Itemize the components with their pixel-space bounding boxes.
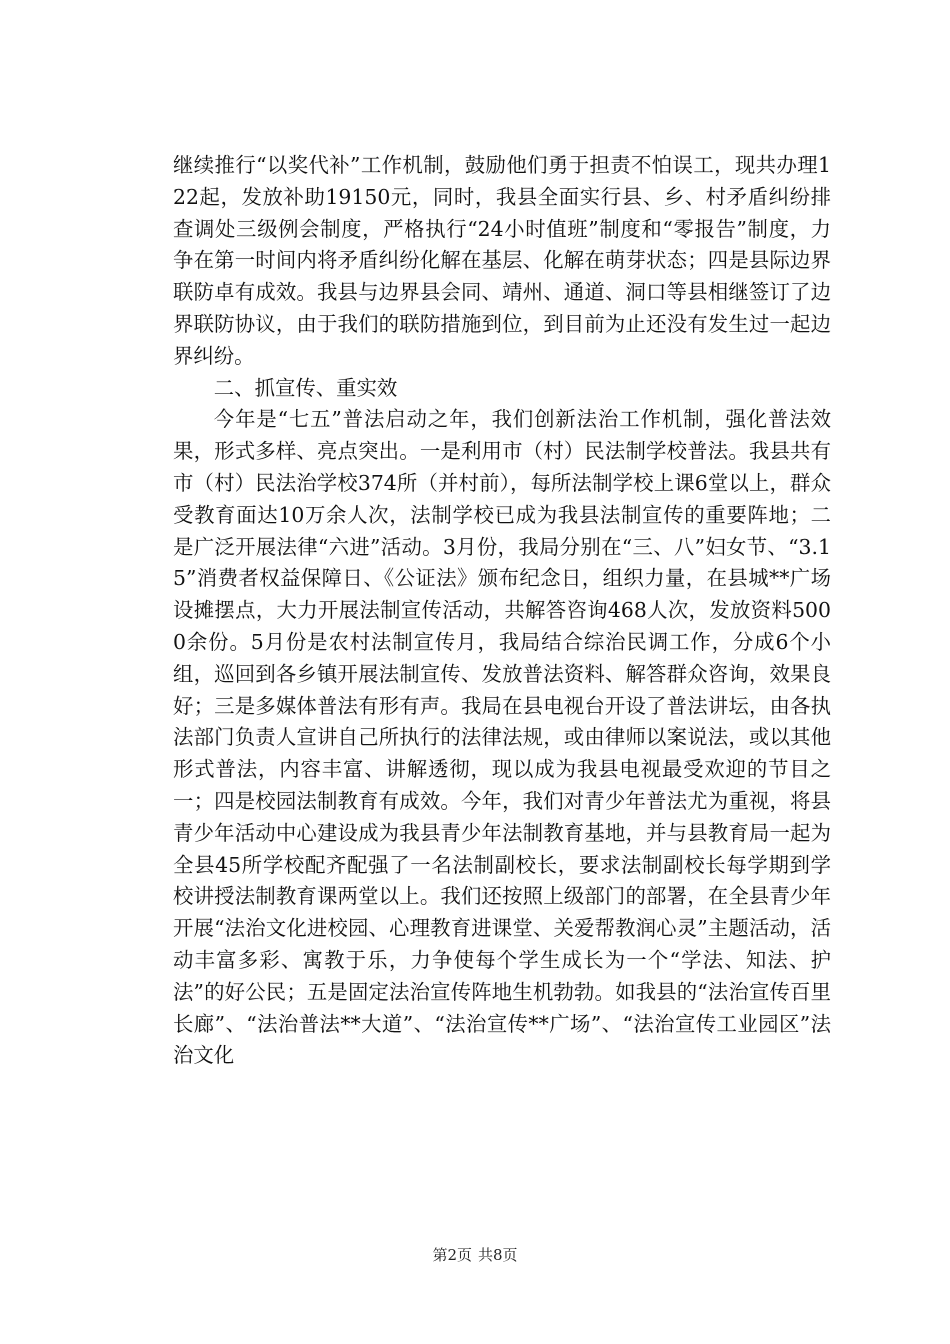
page-number: 第2页: [432, 1246, 472, 1264]
paragraph-continuation: 继续推行“以奖代补”工作机制，鼓励他们勇于担责不怕误工，现共办理122起，发放补助19150元，同时，我县全面实行县、乡、村矛盾纠纷排查调处三级例会制度，严格执行“24小时值班”制度和“零报告”制度，力争在第一时间内将矛盾纠纷化解在基层、化解在萌芽状态；四是县际边界联防卓有成效。我县与边界县会同、靖州、通道、洞口等县相继签订了边界联防协议，由于我们的联防措施到位，到目前为止还没有发生过一起边界纠纷。: [173, 153, 831, 368]
paragraph-body: 今年是“七五”普法启动之年，我们创新法治工作机制，强化普法效果，形式多样、亮点突出。一是利用市（村）民法制学校普法。我县共有市（村）民法治学校374所（并村前），每所法制学校上课6堂以上，群众受教育面达10万余人次，法制学校已成为我县法制宣传的重要阵地；二是广泛开展法律“六进”活动。3月份，我局分别在“三、八”妇女节、“3.15”消费者权益保障日、《公证法》颁布纪念日，组织力量，在县城**广场设摊摆点，大力开展法制宣传活动，共解答咨询468人次，发放资料5000余份。5月份是农村法制宣传月，我局结合综治民调工作，分成6个小组，巡回到各乡镇开展法制宣传、发放普法资料、解答群众咨询，效果良好；三是多媒体普法有形有声。我局在县电视台开设了普法讲坛，由各执法部门负责人宣讲自己所执行的法律法规，或由律师以案说法，或以其他形式普法，内容丰富、讲解透彻，现以成为我县电视最受欢迎的节目之一；四是校园法制教育有成效。今年，我们对青少年普法尤为重视，将县青少年活动中心建设成为我县青少年法制教育基地，并与县教育局一起为全县45所学校配齐配强了一名法制副校长，要求法制副校长每学期到学校讲授法制教育课两堂以上。我们还按照上级部门的部署，在全县青少年开展“法治文化进校园、心理教育进课堂、关爱帮教润心灵”主题活动，活动丰富多彩、寓教于乐，力争使每个学生成长为一个“学法、知法、护法”的好公民；五是固定法治宣传阵地生机勃勃。如我县的“法治宣传百里长廊”、“法治普法**大道”、“法治宣传**广场”、“法治宣传工业园区”法治文化: [173, 407, 831, 1068]
page-total: 共8页: [478, 1246, 518, 1264]
section-heading: 二、抓宣传、重实效: [213, 375, 398, 400]
document-body: [173, 150, 831, 1072]
page-footer: [0, 1245, 950, 1265]
